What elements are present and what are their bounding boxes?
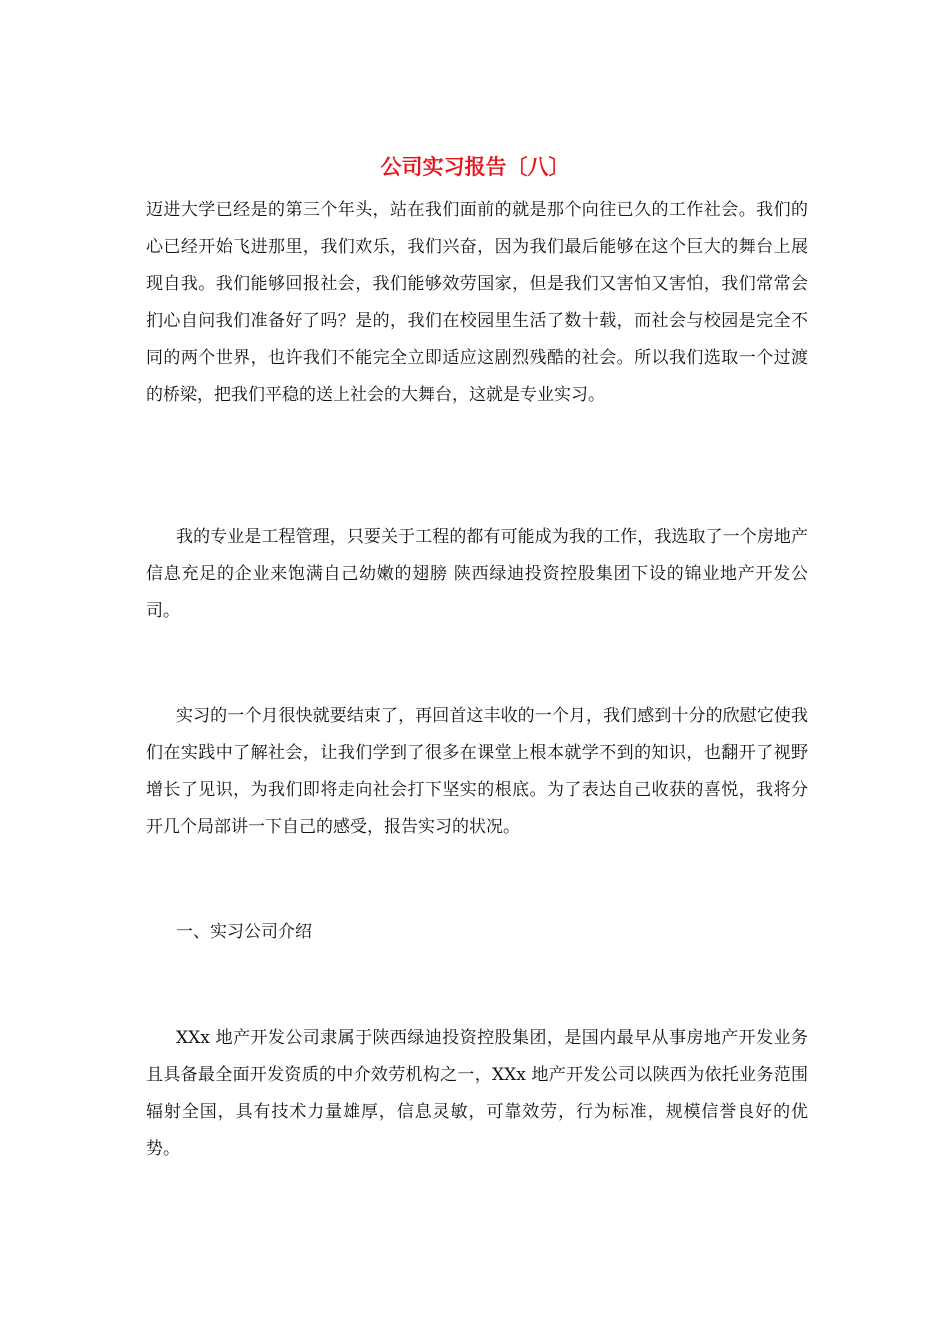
document-title: 公司实习报告〔八〕 [380, 154, 570, 179]
paragraph-summary: 实习的一个月很快就要结束了，再回首这丰收的一个月，我们感到十分的欣慰它使我们在实践中了解社会，让我们学到了很多在课堂上根本就学不到的知识，也翻开了视野增长了见识，为我们即将走向社会打下坚实的根底。为了表达自己收获的喜悦，我将分开几个局部讲一下自己的感受，报告实习的状况。 [146, 706, 808, 837]
paragraph-company: XXx 地产开发公司隶属于陕西绿迪投资控股集团，是国内最早从事房地产开发业务且具备最全面开发资质的中介效劳机构之一，XXx 地产开发公司以陕西为依托业务范围辐射全国，具有技术力量雄厚，信息灵敏，可靠效劳，行为标准，规模信誉良好的优势。 [146, 1028, 808, 1159]
paragraph-intro: 迈进大学已经是的第三个年头，站在我们面前的就是那个向往已久的工作社会。我们的心已经开始飞进那里，我们欢乐，我们兴奋，因为我们最后能够在这个巨大的舞台上展现自我。我们能够回报社会，我们能够效劳国家，但是我们又害怕又害怕，我们常常会扪心自问我们准备好了吗？是的，我们在校园里生活了数十载，而社会与校园是完全不同的两个世界，也许我们不能完全立即适应这剧烈残酷的社会。所以我们选取一个过渡的桥梁，把我们平稳的送上社会的大舞台，这就是专业实习。 [146, 200, 808, 405]
section-heading-company-intro: 一、实习公司介绍 [176, 922, 312, 942]
paragraph-major: 我的专业是工程管理，只要关于工程的都有可能成为我的工作，我选取了一个房地产信息充足的企业来饱满自己幼嫩的翅膀 陕西绿迪投资控股集团下设的锦业地产开发公司。 [146, 527, 808, 621]
